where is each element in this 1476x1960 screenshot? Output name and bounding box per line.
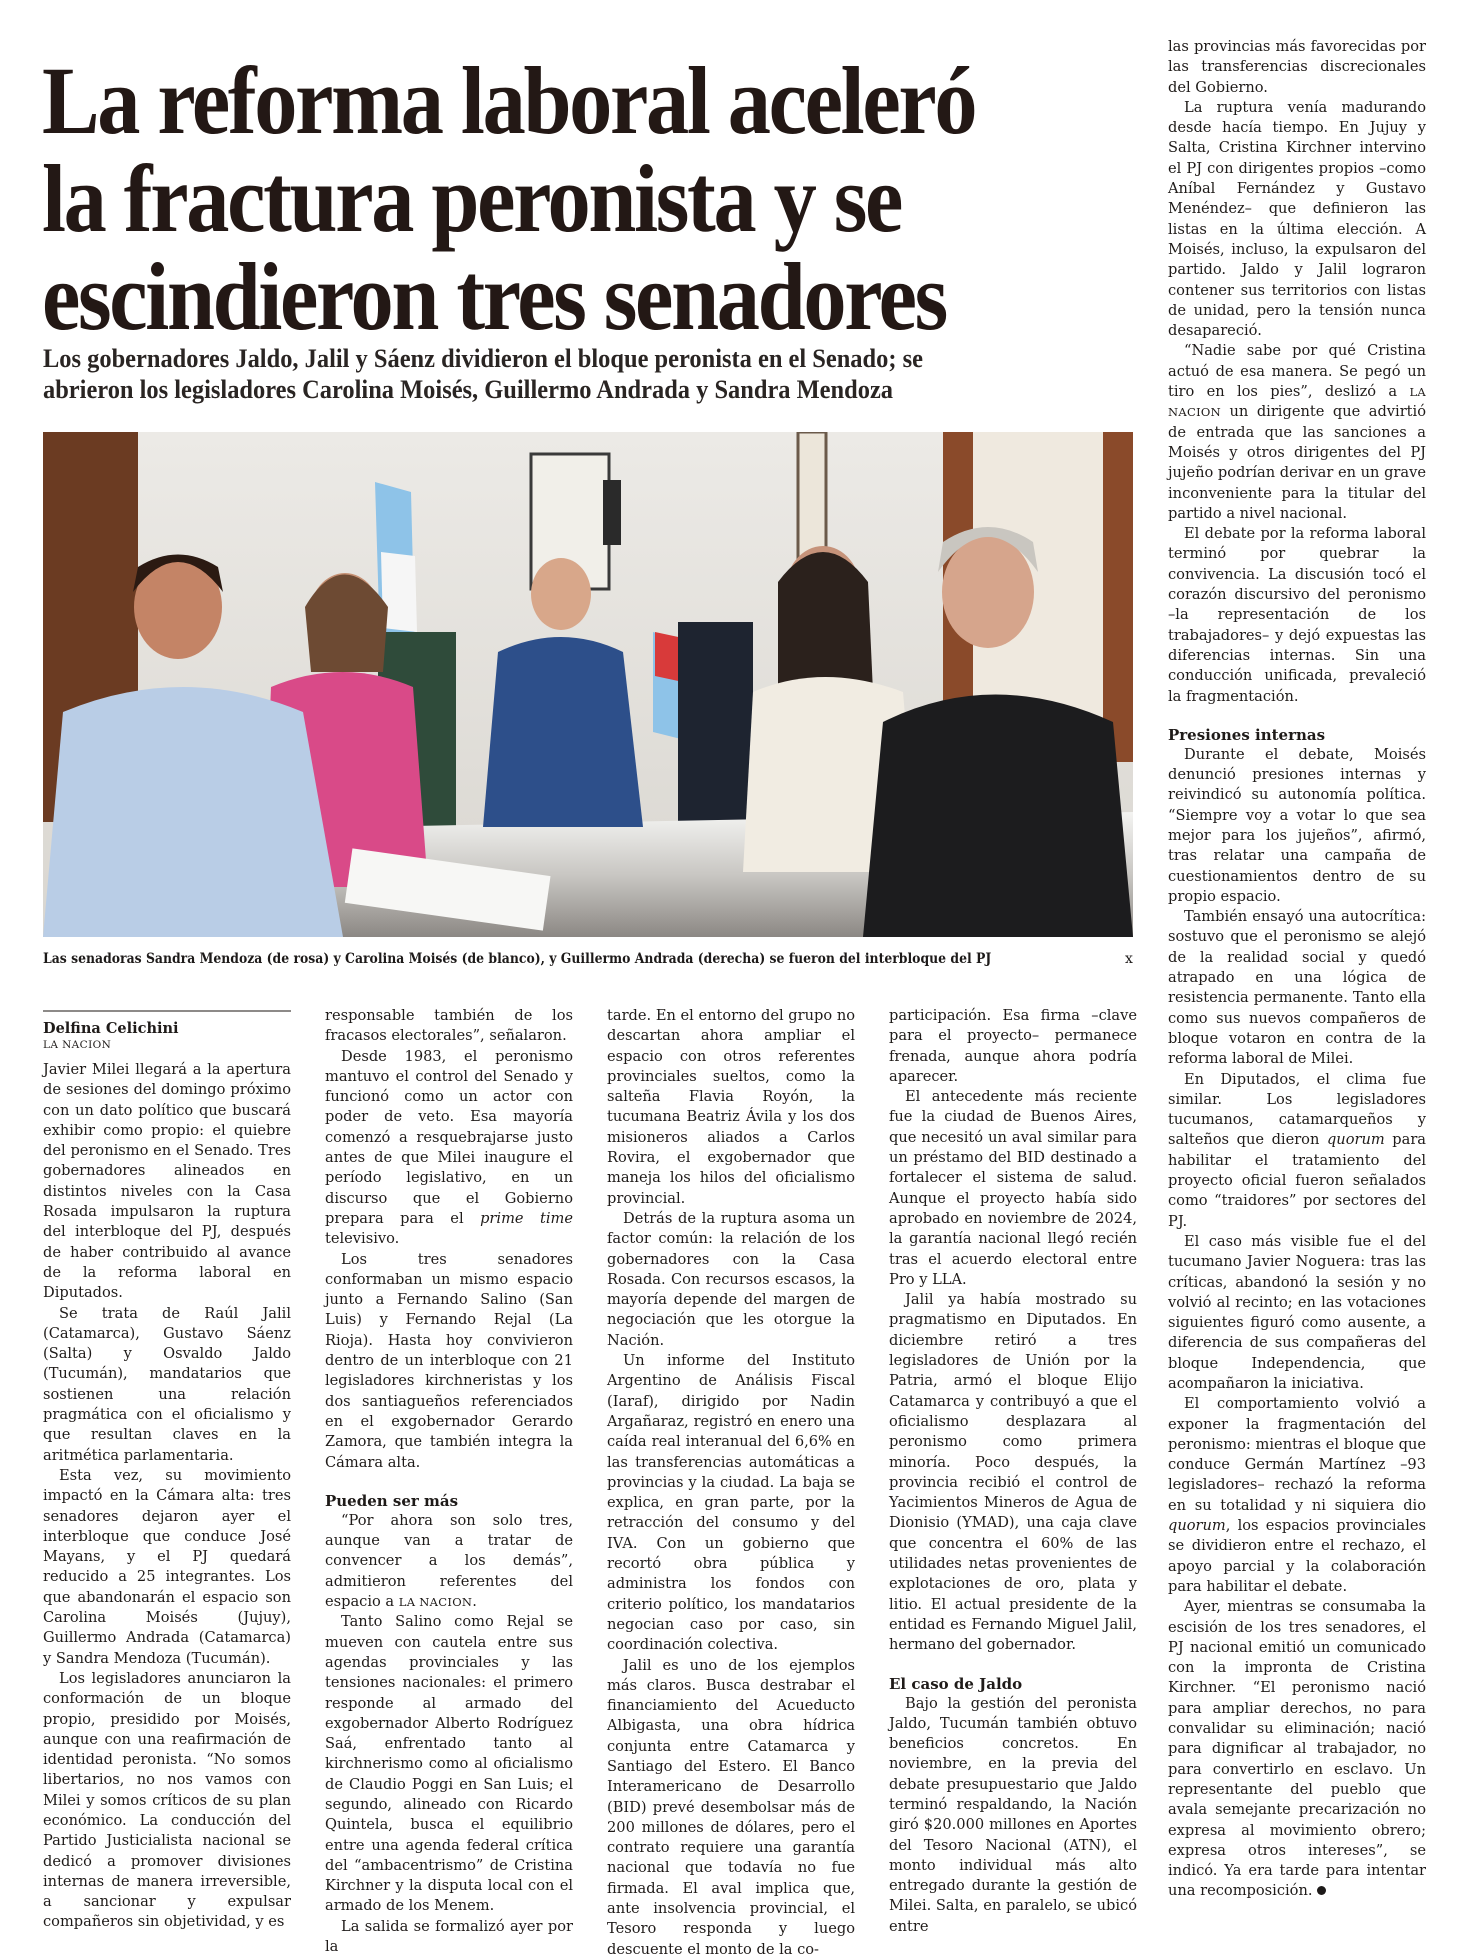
paragraph-text: televisivo. — [325, 1230, 400, 1248]
speaker — [603, 480, 621, 545]
article-column-1 — [43, 1010, 291, 1933]
italic-term: quorum — [1326, 1131, 1385, 1149]
italic-term: quorum — [1168, 1517, 1226, 1535]
section-subhead: Pueden ser más — [325, 1491, 459, 1510]
section-subhead: Presiones internas — [1168, 725, 1326, 744]
paragraph: Un informe del Instituto Argentino de Análisis Fiscal (Iaraf), dirigido por Nadin Argañaraz, registró en enero una caída real interanual del 6,6% en las transferencias automáticas a provincias y la ciudad. La baja se explica, en gran parte, por la retracción del consumo y del IVA. Con un gobierno que recortó obra pública y administra los fondos con criterio político, los mandatarios negocian caso por caso, sin coordinación colectiva. — [607, 1352, 855, 1654]
section-subhead: El caso de Jaldo — [889, 1674, 1023, 1693]
italic-term: prime time — [480, 1209, 574, 1227]
byline-divider — [43, 1010, 291, 1012]
paragraph: Jalil ya había mostrado su pragmatismo en Diputados. En diciembre retiró a tres legisladores de Unión por la Patria, armó el bloque Elijo Catamarca y contribuyó a que el oficialismo desplazara al peronismo como primera minoría. Poco después, la provincia recibió el control de Yacimientos Mineros de Agua de Dionisio (YMAD), una caja clave que concentra el 60% de las utilidades netas provenientes de explotaciones de oro, plata y litio. El actual presidente de la entidad es Fernando Miguel Jalil, hermano del gobernador. — [889, 1291, 1137, 1654]
paragraph — [1168, 1394, 1426, 1597]
paragraph: Se trata de Raúl Jalil (Catamarca), Gustavo Sáenz (Salta) y Osvaldo Jaldo (Tucumán), mandatarios que sostienen una relación pragmática con el oficialismo y que resultan claves en la aritmética parlamentaria. — [43, 1304, 291, 1464]
outlet-name: LA NACION — [1168, 385, 1426, 420]
paragraph-text: Ayer, mientras se consumaba la escisión de los tres senadores, el PJ nacional emitió un comunicado con la impronta de Cristina Kirchner. “El peronismo nació para ampliar derechos, no para convalidar su eliminación; nació para dignificar al trabajador, no para convertirlo en esclavo. Un representante del pueblo que avala semejante precarización no expresa al movimiento obrero; expresa otros intereses”, se indicó. Ya era tarde para intentar una recomposición. — [1168, 1598, 1426, 1900]
person-center-head — [531, 558, 591, 630]
paragraph: Javier Milei llegará a la apertura de sesiones del domingo próximo con un dato político que buscará exhibir como propio: el quiebre del peronismo en el Senado. Tres gobernadores alineados en distintos niveles con la Casa Rosada impulsaron la ruptura del interbloque del PJ, después de haber contribuido al avance de la reforma laboral en Diputados. — [43, 1061, 291, 1302]
paragraph: La ruptura venía madurando desde hacía tiempo. En Jujuy y Salta, Cristina Kirchner intervino el PJ con dirigentes propios –como Aníbal Fernández y Gustavo Menéndez– que definieron las listas en la última elección. A Moisés, incluso, la expulsaron del partido. Jaldo y Jalil lograron contener sus territorios con listas de unidad, pero la tensión nunca desapareció. — [1168, 98, 1426, 340]
paragraph-text: El comportamiento volvió a exponer la fragmentación del peronismo: mientras el bloque que conduce Germán Martínez –93 legisladores– rechazó la reforma en su totalidad y ni siquiera dio — [1168, 1395, 1426, 1514]
chair-right — [678, 622, 753, 832]
paragraph: El antecedente más reciente fue la ciudad de Buenos Aires, que necesitó un aval similar para un préstamo del BID destinado a fortalecer el sistema de salud. Aunque el proyecto había sido aprobado en noviembre de 2024, la garantía nacional llegó recién tras el acuerdo electoral entre Pro y LLA. — [889, 1088, 1137, 1288]
headline-line: escindieron tres senadores — [42, 243, 946, 350]
paragraph: “Por ahora son solo tres, aunque van a tratar de convencer a los demás”, admitieron referentes del espacio a LA NACION. — [325, 1511, 573, 1611]
paragraph: También ensayó una autocrítica: sostuvo que el peronismo se alejó de la realidad social y quedó atrapado en una lógica de resistencia permanente. Tanto ella como sus nuevos compañeros de bloque votaron en contra de la reforma laboral de Milei. — [1168, 908, 1426, 1068]
paragraph: Durante el debate, Moisés denunció presiones internas y reivindicó su autonomía política. “Siempre voy a votar lo que sea mejor para los jujeños”, afirmó, tras relatar una campaña de cuestionamientos dentro de su propio espacio. — [1168, 745, 1426, 905]
person-right-suit — [863, 695, 1133, 938]
subheadline-line: abrieron los legisladores Carolina Moisés, Guillermo Andrada y Sandra Mendoza — [43, 375, 894, 404]
person-center-suit — [483, 637, 643, 827]
paragraph-text: , los espacios provinciales se dividieron entre el rechazo, el apoyo parcial y la colaboración para habilitar el debate. — [1168, 1517, 1426, 1595]
picture-frame — [798, 432, 826, 562]
article-column-4 — [889, 1006, 1137, 1937]
paragraph-text: un dirigente que advirtió de entrada que las sanciones a Moisés y otros dirigentes del PJ jujeño podrían derivar en un grave inconveniente para la titular del partido a nivel nacional. — [1168, 403, 1426, 522]
close-icon[interactable]: x — [1125, 951, 1133, 967]
article-photo — [43, 432, 1133, 937]
paragraph: Tanto Salino como Rejal se mueven con cautela entre sus agendas provinciales y las tensiones nacionales: el primero responde al armado del exgobernador Alberto Rodríguez Saá, enfrentado tanto al kirchnerismo como al oficialismo de Claudio Poggi en San Luis; el segundo, alineado con Ricardo Quintela, busca el equilibrio entre una agenda federal crítica del “ambacentrismo” de Cristina Kirchner y la disputa local con el armado de los Menem. — [325, 1613, 573, 1915]
paragraph: Los legisladores anunciaron la conformación de un bloque propio, presidido por Moisés, aunque con una reafirmación de identidad peronista. “No somos libertarios, no nos vamos con Milei y somos críticos de su plan económico. La conducción del Partido Justicialista nacional se dedicó a promover divisiones internas de manera irreversible, a sancionar y expulsar compañeros sin objetividad, y es — [43, 1669, 291, 1931]
outlet-name: LA NACION — [398, 1595, 473, 1610]
paragraph — [1168, 1070, 1426, 1232]
paragraph — [325, 1047, 573, 1250]
paragraph-text: “Nadie sabe por qué Cristina actuó de esa manera. Se pegó un tiro en los pies”, deslizó a — [1168, 342, 1426, 401]
paragraph-text: En Diputados, el clima fue similar. Los legisladores tucumanos, catamarqueños y salteños que dieron — [1168, 1070, 1426, 1149]
article-column-3 — [607, 1006, 855, 1960]
headline — [42, 47, 1162, 350]
paragraph: La salida se formalizó ayer por la — [325, 1917, 573, 1956]
person-left-shirt — [43, 687, 343, 937]
byline-author: Delfina Celichini — [43, 1020, 179, 1037]
paragraph: Los tres senadores conformaban un mismo espacio junto a Fernando Salino (San Luis) y Fernando Rejal (La Rioja). Hasta hoy convivieron dentro de un interbloque con 21 legisladores kirchneristas y los dos santiagueños referenciados en el exgobernador Gerardo Zamora, que también integra la Cámara alta. — [325, 1250, 573, 1471]
paragraph: las provincias más favorecidas por las transferencias discrecionales del Gobierno. — [1168, 38, 1426, 96]
paragraph — [1168, 341, 1426, 524]
article-column-2 — [325, 1006, 573, 1957]
article-column-5 — [1168, 37, 1426, 1902]
subheadline — [43, 343, 1153, 405]
paragraph: responsable también de los fracasos electorales”, señalaron. — [325, 1007, 573, 1045]
paragraph: Esta vez, su movimiento impactó en la Cámara alta: tres senadores dejaron ayer el interbloque que conduce José Mayans, y el PJ quedará reducido a 25 integrantes. Los que abandonarán el espacio son Carolina Moisés (Jujuy), Guillermo Andrada (Catamarca) y Sandra Mendoza (Tucumán). — [43, 1466, 291, 1667]
paragraph: participación. Esa firma –clave para el proyecto– permanece frenada, aunque ahora podría aparecer. — [889, 1007, 1137, 1085]
person-white-hair — [778, 552, 873, 692]
end-of-article-icon — [1317, 1886, 1326, 1895]
headline-line: La reforma laboral aceleró — [42, 47, 976, 154]
person-right-head — [942, 536, 1034, 648]
paragraph — [1168, 1597, 1426, 1901]
subheadline-line: Los gobernadores Jaldo, Jalil y Sáenz dividieron el bloque peronista en el Senado; se — [43, 344, 923, 373]
paragraph: El caso más visible fue el del tucumano Javier Noguera: tras las críticas, abandonó la sesión y no volvió al recinto; en las votaciones siguientes figuró como ausente, a diferencia de sus compañeras del bloque Independencia, que acompañaron la iniciativa. — [1168, 1232, 1426, 1392]
photo-illustration — [43, 432, 1133, 937]
paragraph: Jalil es uno de los ejemplos más claros. Busca destrabar el financiamiento del Acueducto Albigasta, una obra hídrica conjunta entre Catamarca y Santiago del Estero. El Banco Interamericano de Desarrollo (BID) prevé desembolsar más de 200 millones de dólares, pero el contrato requiere una garantía nacional que todavía no fue firmada. El aval implica que, ante insolvencia provincial, el Tesoro responda y luego descuente el monto de la co- — [607, 1656, 855, 1958]
headline-line: la fractura peronista y se — [42, 145, 902, 252]
photo-caption — [43, 950, 1163, 968]
paragraph: Detrás de la ruptura asoma un factor común: la relación de los gobernadores con la Casa Rosada. Con recursos escasos, la mayoría depende del margen de negociación que les otorgue la Nación. — [607, 1209, 855, 1349]
paragraph: tarde. En el entorno del grupo no descartan ahora ampliar el espacio con otros referentes provinciales sueltos, como la salteña Flavia Royón, la tucumana Beatriz Ávila y los dos misioneros aliados a Carlos Rovira, el exgobernador que maneja los hilos del oficialismo provincial. — [607, 1007, 855, 1207]
paragraph-text: para habilitar el tratamiento del proyecto oficial fueron señalados como “traidores” por sectores del PJ. — [1168, 1131, 1426, 1230]
caption-text: Las senadoras Sandra Mendoza (de rosa) y Carolina Moisés (de blanco), y Guillermo Andrada (derecha) se fueron del interbloque del PJ — [43, 951, 992, 967]
paragraph-text: Desde 1983, el peronismo mantuvo el control del Senado y funcionó como un actor con poder de veto. Esa mayoría comenzó a resquebrajarse justo antes de que Milei inaugure el período legislativo, en un discurso que el Gobierno prepara para el — [325, 1047, 573, 1227]
byline-outlet: LA NACION — [43, 1039, 112, 1051]
paragraph: Bajo la gestión del peronista Jaldo, Tucumán también obtuvo beneficios concretos. En noviembre, en la previa del debate presupuestario que Jaldo terminó respaldando, la Nación giró $20.000 millones en Aportes del Tesoro Nacional (ATN), el monto individual más alto entregado durante la gestión de Milei. Salta, en paralelo, se ubicó entre — [889, 1694, 1137, 1935]
paragraph: El debate por la reforma laboral terminó por quebrar la convivencia. La discusión tocó el corazón discursivo del peronismo –la representación de los trabajadores– y dejó expuestas las diferencias internas. Sin una conducción unificada, prevaleció la fragmentación. — [1168, 525, 1426, 705]
paragraph-text: “Por ahora son solo tres, aunque van a tratar de convencer a los demás”, admitieron referentes del espacio a — [325, 1511, 573, 1611]
